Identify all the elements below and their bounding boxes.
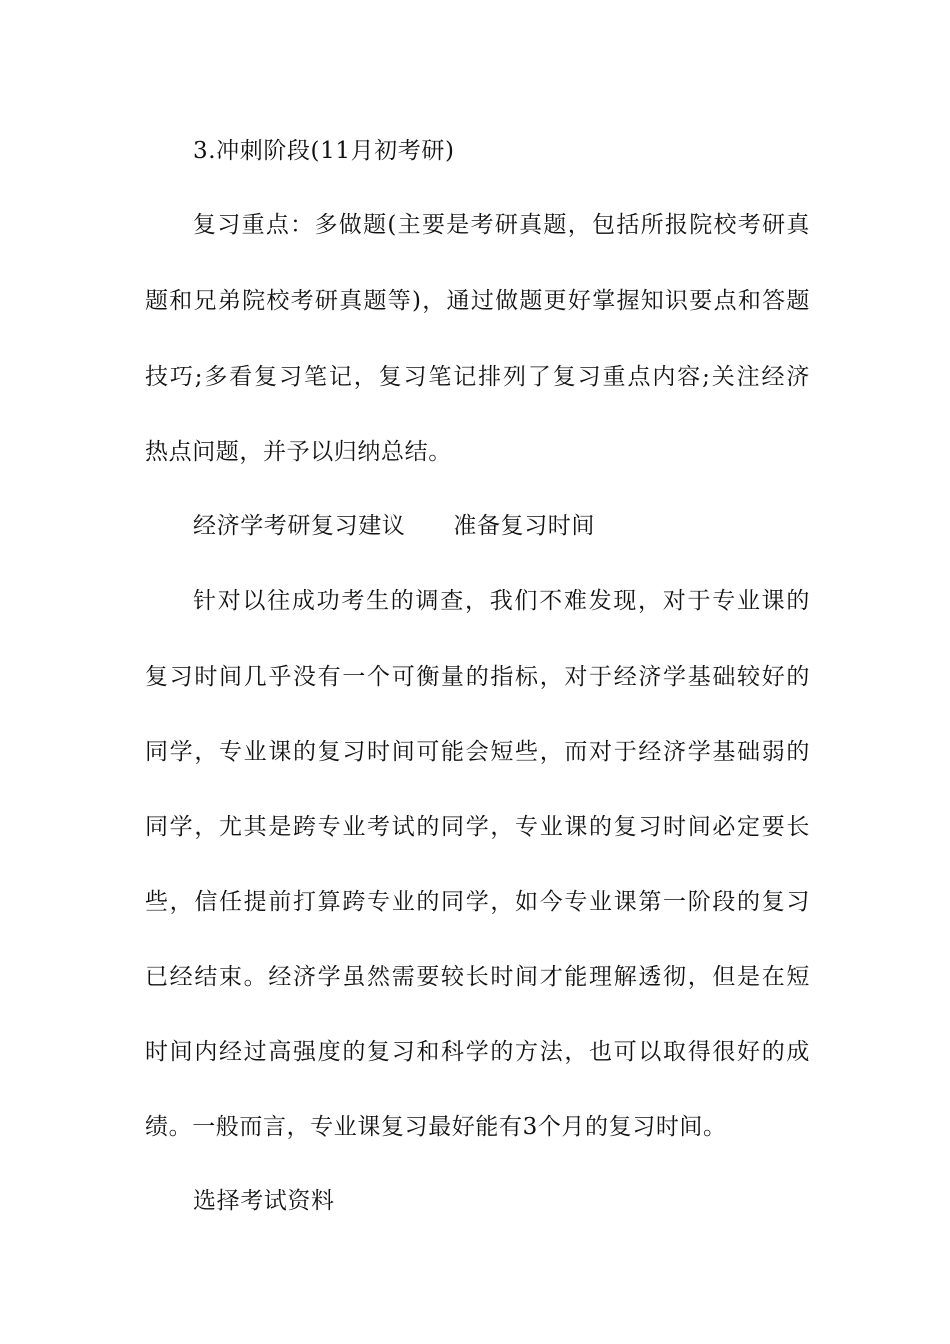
paragraph-line: 已经结束。经济学虽然需要较长时间才能理解透彻，但是在短 — [145, 964, 810, 990]
paragraph-line: 题和兄弟院校考研真题等)，通过做题更好掌握知识要点和答题 — [145, 288, 810, 314]
paragraph-line: 热点问题，并予以归纳总结。 — [145, 439, 452, 465]
section-heading-prep-time: 准备复习时间 — [453, 513, 596, 539]
paragraph-line: 绩。一般而言，专业课复习最好能有3个月的复习时间。 — [145, 1114, 727, 1140]
section-heading-advice: 经济学考研复习建议 — [193, 513, 406, 539]
paragraph-line: 同学，专业课的复习时间可能会短些，而对于经济学基础弱的 — [145, 739, 810, 765]
paragraph-line: 时间内经过高强度的复习和科学的方法，也可以取得很好的成 — [145, 1039, 810, 1065]
paragraph-line: 些，信任提前打算跨专业的同学，如今专业课第一阶段的复习 — [145, 889, 810, 915]
section-heading-sprint-stage: 3.冲刺阶段(11月初考研) — [193, 138, 455, 164]
paragraph-line: 复习重点：多做题(主要是考研真题，包括所报院校考研真 — [193, 212, 810, 238]
paragraph-line: 复习时间几乎没有一个可衡量的指标，对于经济学基础较好的 — [145, 664, 810, 690]
section-heading-select-materials: 选择考试资料 — [193, 1188, 335, 1214]
paragraph-line: 同学，尤其是跨专业考试的同学，专业课的复习时间必定要长 — [145, 814, 810, 840]
section-heading-row — [193, 506, 810, 546]
paragraph-line: 技巧;多看复习笔记，复习笔记排列了复习重点内容;关注经济 — [145, 364, 810, 390]
paragraph-line: 针对以往成功考生的调查，我们不难发现，对于专业课的 — [193, 588, 810, 614]
